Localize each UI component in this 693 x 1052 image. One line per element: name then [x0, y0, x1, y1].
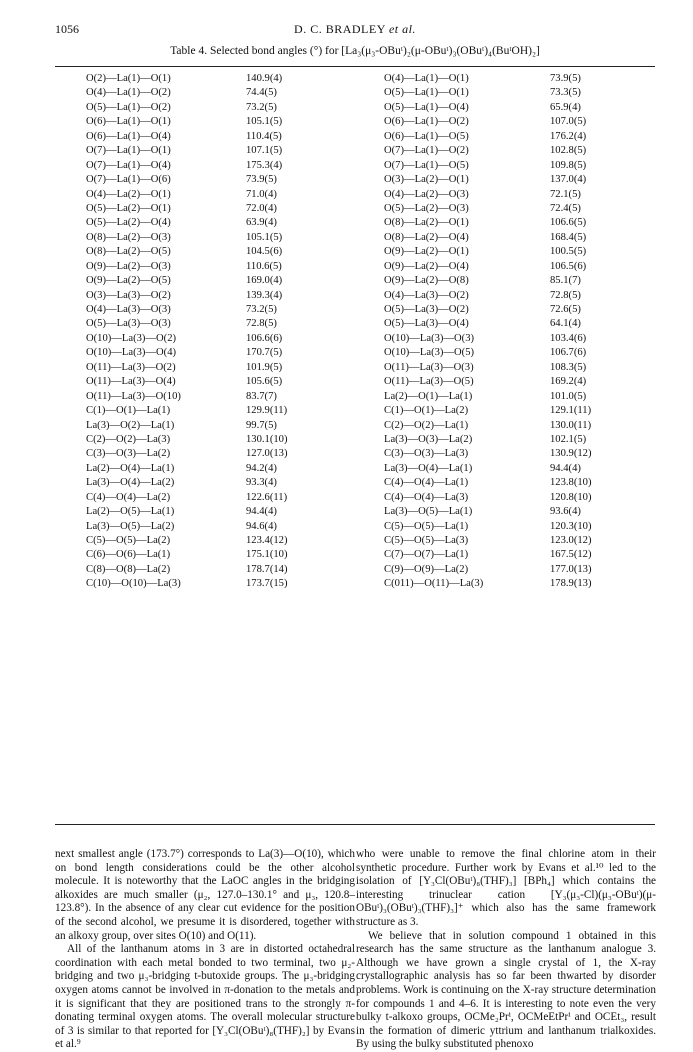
bond-angle-value: 130.9(12)	[550, 448, 592, 460]
bond-angle-value: 71.0(4)	[246, 188, 277, 200]
bond-angle-label: La(3)—O(2)—La(1)	[86, 419, 175, 431]
bond-angle-label: O(8)—La(2)—O(1)	[384, 217, 469, 229]
bond-angle-label: O(5)—La(2)—O(1)	[86, 202, 171, 214]
bond-angle-value: 109.8(5)	[550, 159, 587, 171]
bond-angle-label: C(4)—O(4)—La(2)	[86, 491, 171, 503]
bond-angle-value: 94.6(4)	[246, 520, 277, 532]
bond-angle-label: O(7)—La(1)—O(4)	[86, 159, 171, 171]
bond-angle-label: O(5)—La(2)—O(3)	[384, 202, 469, 214]
running-head	[55, 22, 655, 37]
bond-angle-label: La(2)—O(5)—La(1)	[86, 506, 175, 518]
bond-angle-value: 103.4(6)	[550, 332, 587, 344]
bond-angle-value: 107.0(5)	[550, 116, 587, 128]
bond-angle-value: 120.3(10)	[550, 520, 592, 532]
bond-angle-label: C(3)—O(3)—La(2)	[86, 448, 171, 460]
bond-angle-label: O(6)—La(1)—O(4)	[86, 130, 171, 142]
bond-angle-label: O(11)—La(3)—O(5)	[384, 376, 474, 388]
bond-angle-label: O(8)—La(2)—O(3)	[86, 231, 171, 243]
bond-angle-value: 123.4(12)	[246, 535, 288, 546]
bond-angle-value: 72.1(5)	[550, 188, 581, 200]
bond-angle-label: C(8)—O(8)—La(2)	[86, 563, 171, 575]
bond-angle-label: O(5)—La(3)—O(3)	[86, 318, 171, 330]
bond-angle-label: O(9)—La(2)—O(5)	[86, 275, 171, 287]
bond-angle-label: O(7)—La(1)—O(6)	[86, 174, 171, 186]
bond-angle-value: 139.3(4)	[246, 289, 283, 301]
bond-angle-label: O(5)—La(2)—O(4)	[86, 217, 171, 229]
bond-angle-label: O(7)—La(1)—O(1)	[86, 145, 171, 157]
bond-angle-value: 100.5(5)	[550, 246, 587, 258]
bond-angle-value: 170.7(5)	[246, 347, 283, 359]
table-bottom-rule	[55, 824, 655, 825]
body-paragraph: We believe that in solution compound 1 obtained in this research has the same structure as the lanthanum analogue 3. Although we have grown a single crystal of 1, the X-ray crystallographic analysis has so far been thwarted by disorder problems. Work is continuing on the X-ray structure determination for compounds 1 and 4–6. It is interesting to note even the very bulky t-alkoxo groups, OCMe₂Prⁱ, OCMeEtPrⁱ and OCEt₃, result in the formation of dimeric yttrium and lanthanum trialkoxides. By using the bulky substituted phenoxo	[356, 929, 656, 1051]
bond-angle-value: 73.3(5)	[550, 87, 581, 99]
bond-angle-value: 74.4(5)	[246, 87, 277, 99]
bond-angle-value: 173.7(15)	[246, 578, 288, 590]
bond-angle-label: C(4)—O(4)—La(1)	[384, 477, 469, 489]
bond-angle-label: O(4)—La(2)—O(1)	[86, 188, 171, 200]
bond-angle-value: 107.1(5)	[246, 145, 283, 157]
bond-angle-label: O(11)—La(3)—O(4)	[86, 376, 176, 388]
bond-angle-value: 123.0(12)	[550, 535, 592, 546]
bond-angle-label: O(9)—La(2)—O(8)	[384, 275, 469, 287]
bond-angle-value: 175.3(4)	[246, 159, 283, 171]
bond-angle-value: 93.3(4)	[246, 477, 277, 489]
bond-angle-value: 120.8(10)	[550, 491, 592, 503]
bond-angle-label: O(5)—La(3)—O(2)	[384, 304, 469, 315]
bond-angle-value: 178.9(13)	[550, 578, 592, 590]
bond-angle-label: O(8)—La(2)—O(5)	[86, 246, 171, 258]
bond-angle-label: O(10)—La(3)—O(4)	[86, 347, 177, 359]
bond-angle-value: 122.6(11)	[246, 491, 288, 503]
bond-angle-label: C(6)—O(6)—La(1)	[86, 549, 171, 561]
body-paragraph: next smallest angle (173.7°) corresponds to La(3)—O(10), which on bond length considerations could be the other alcohol molecule. It is noteworthy that the LaOC angles in the bridging alkoxides are much smaller (μ₂, 127.0–130.1° and μ₃, 120.8–123.8°). In the absence of any clear cut evidence for the position of the second alcohol, we presume it is disordered, together with an alkoxy group, over sites O(10) and O(11).	[55, 848, 355, 942]
bond-angle-label: La(3)—O(4)—La(2)	[86, 477, 175, 489]
body-right-column	[356, 848, 656, 1052]
bond-angle-value: 105.1(5)	[246, 116, 283, 128]
bond-angle-value: 72.8(5)	[246, 318, 277, 330]
bond-angle-value: 168.4(5)	[550, 231, 587, 243]
bond-angle-label: O(5)—La(1)—O(2)	[86, 101, 171, 113]
bond-angle-value: 123.8(10)	[550, 477, 592, 489]
bond-angle-label: O(6)—La(1)—O(1)	[86, 116, 171, 128]
bond-angle-value: 140.9(4)	[246, 73, 283, 84]
bond-angle-value: 167.5(12)	[550, 549, 592, 561]
bond-angle-label: O(4)—La(1)—O(1)	[384, 73, 469, 84]
bond-angle-label: C(1)—O(1)—La(1)	[86, 405, 171, 417]
bond-angle-value: 104.5(6)	[246, 246, 283, 258]
bond-angle-value: 101.0(5)	[550, 390, 587, 402]
bond-angle-value: 108.3(5)	[550, 361, 587, 373]
bond-angle-label: O(10)—La(3)—O(2)	[86, 332, 177, 344]
bond-angle-label: O(4)—La(3)—O(3)	[86, 304, 171, 315]
bond-angle-label: C(9)—O(9)—La(2)	[384, 563, 469, 575]
bond-angle-value: 105.1(5)	[246, 231, 283, 243]
bond-angle-value: 127.0(13)	[246, 448, 288, 460]
bond-angle-label: O(11)—La(3)—O(10)	[86, 390, 181, 402]
bond-angle-value: 72.8(5)	[550, 289, 581, 301]
bond-angle-label: La(2)—O(1)—La(1)	[384, 390, 473, 402]
bond-angle-label: La(3)—O(4)—La(1)	[384, 462, 473, 474]
bond-angle-value: 110.6(5)	[246, 260, 282, 272]
bond-angle-label: O(4)—La(2)—O(3)	[384, 188, 469, 200]
bond-angle-value: 102.1(5)	[550, 433, 587, 445]
bond-angle-label: O(11)—La(3)—O(3)	[384, 361, 474, 373]
bond-angle-value: 94.2(4)	[246, 462, 277, 474]
bond-angle-value: 169.2(4)	[550, 376, 587, 388]
bond-angle-value: 85.1(7)	[550, 275, 581, 287]
bond-angle-value: 73.9(5)	[246, 174, 277, 186]
bond-angle-label: O(4)—La(1)—O(2)	[86, 87, 171, 99]
bond-angle-label: O(4)—La(3)—O(2)	[384, 289, 469, 301]
bond-angle-value: 175.1(10)	[246, 549, 288, 561]
bond-angle-label: C(10)—O(10)—La(3)	[86, 578, 181, 590]
bond-angle-value: 106.6(6)	[246, 332, 283, 344]
bond-angle-value: 73.9(5)	[550, 73, 581, 84]
bond-angle-value: 106.7(6)	[550, 347, 587, 359]
bond-angle-label: C(1)—O(1)—La(2)	[384, 405, 469, 417]
bond-angle-value: 94.4(4)	[550, 462, 581, 474]
bond-angle-value: 106.5(6)	[550, 260, 587, 272]
bond-angle-label: C(7)—O(7)—La(1)	[384, 549, 469, 561]
bond-angle-value: 129.1(11)	[550, 405, 592, 417]
body-left-column	[55, 848, 355, 1052]
bond-angle-label: O(6)—La(1)—O(5)	[384, 130, 469, 142]
bond-angle-value: 130.0(11)	[550, 419, 592, 431]
bond-angle-label: O(2)—La(1)—O(1)	[86, 73, 171, 84]
bond-angle-value: 176.2(4)	[550, 130, 587, 142]
running-head-et-al: et al.	[388, 22, 416, 36]
bond-angle-label: La(3)—O(5)—La(1)	[384, 506, 473, 518]
table-top-rule	[55, 66, 655, 67]
bond-angle-value: 110.4(5)	[246, 130, 282, 142]
bond-angle-label: C(2)—O(2)—La(1)	[384, 419, 469, 431]
bond-angle-value: 137.0(4)	[550, 174, 587, 186]
bond-angle-label: O(8)—La(2)—O(4)	[384, 231, 469, 243]
bond-angle-label: C(5)—O(5)—La(1)	[384, 520, 469, 532]
bond-angle-label: O(9)—La(2)—O(3)	[86, 260, 171, 272]
bond-angle-label: C(4)—O(4)—La(3)	[384, 491, 469, 503]
bond-angle-value: 106.6(5)	[550, 217, 587, 229]
table-caption: Table 4. Selected bond angles (°) for [La₃(μ₃-OBuᵗ)₂(μ-OBuᵗ)₃(OBuᵗ)₄(BuᵗOH)₂]	[170, 45, 540, 57]
bond-angle-label: C(011)—O(11)—La(3)	[384, 578, 484, 590]
bond-angle-label: O(6)—La(1)—O(2)	[384, 116, 469, 128]
bond-angle-value: 73.2(5)	[246, 304, 277, 315]
body-paragraph: who were unable to remove the final chlorine atom in their synthetic procedure. Further work by Evans et al.¹⁰ led to the isolation of [Y₃Cl(OBuᵗ)₈(THF)₃] [BPh₄] which contains the interesting trinuclear cation [Y₃(μ₃-Cl)(μ₃-OBuᵗ)(μ-OBuᵗ)₃(OBuᵗ)₃(THF)₃]⁺ which also has the same framework structure as 3.	[356, 848, 656, 928]
bond-angle-value: 105.6(5)	[246, 376, 283, 388]
page-header	[55, 22, 655, 38]
bond-angle-label: O(7)—La(1)—O(5)	[384, 159, 469, 171]
bond-angle-label: O(5)—La(1)—O(4)	[384, 101, 469, 113]
bond-angle-value: 64.1(4)	[550, 318, 581, 330]
bond-angle-label: O(7)—La(1)—O(2)	[384, 145, 469, 157]
bond-angle-label: O(10)—La(3)—O(3)	[384, 332, 475, 344]
bond-angle-value: 63.9(4)	[246, 217, 277, 229]
bond-angle-value: 177.0(13)	[550, 563, 592, 575]
bond-angle-label: O(10)—La(3)—O(5)	[384, 347, 475, 359]
bond-angle-label: La(3)—O(5)—La(2)	[86, 520, 175, 532]
bond-angle-value: 129.9(11)	[246, 405, 288, 417]
bond-angle-value: 93.6(4)	[550, 506, 581, 518]
bond-angle-value: 130.1(10)	[246, 433, 288, 445]
body-paragraph: All of the lanthanum atoms in 3 are in distorted octahedral coordination with each metal bonded to two terminal, two μ₂-bridging and two μ₃-bridging t-butoxide groups. The μ₃-bridging oxygen atoms cannot be involved in π-donation to the metals and it is significant that they are positioned trans to the strongly π-donating terminal oxygen atoms. The overall molecular structure of 3 is similar to that reported for [Y₃Cl(OBuᵗ)₈(THF)₂] by Evans et al.⁹	[55, 943, 355, 1051]
bond-angle-label: C(2)—O(2)—La(3)	[86, 433, 171, 445]
bond-angle-value: 72.4(5)	[550, 202, 581, 214]
bond-angle-value: 99.7(5)	[246, 419, 277, 431]
bond-angle-value: 73.2(5)	[246, 101, 277, 113]
bond-angle-value: 178.7(14)	[246, 563, 288, 575]
bond-angle-value: 169.0(4)	[246, 275, 283, 287]
bond-angle-label: La(2)—O(4)—La(1)	[86, 462, 175, 474]
bond-angle-label: O(11)—La(3)—O(2)	[86, 361, 176, 373]
bond-angle-value: 65.9(4)	[550, 101, 581, 113]
bond-angle-value: 94.4(4)	[246, 506, 277, 518]
bond-angle-label: O(3)—La(2)—O(1)	[384, 174, 469, 186]
bond-angle-value: 72.0(4)	[246, 202, 277, 214]
bond-angle-label: C(5)—O(5)—La(2)	[86, 535, 171, 546]
bond-angle-label: O(3)—La(3)—O(2)	[86, 289, 171, 301]
bond-angle-value: 83.7(7)	[246, 390, 277, 402]
bond-angle-value: 101.9(5)	[246, 361, 283, 373]
bond-angle-label: C(3)—O(3)—La(3)	[384, 448, 469, 460]
running-head-authors: D. C. BRADLEY	[294, 22, 386, 36]
bond-angle-value: 102.8(5)	[550, 145, 587, 157]
bond-angle-label: La(3)—O(3)—La(2)	[384, 433, 473, 445]
bond-angle-value: 72.6(5)	[550, 304, 581, 315]
bond-angle-label: O(5)—La(3)—O(4)	[384, 318, 469, 330]
page-number: 1056	[55, 22, 79, 36]
bond-angle-label: O(9)—La(2)—O(4)	[384, 260, 469, 272]
bond-angle-label: O(5)—La(1)—O(1)	[384, 87, 469, 99]
bond-angle-label: O(9)—La(2)—O(1)	[384, 246, 469, 258]
bond-angle-label: C(5)—O(5)—La(3)	[384, 535, 469, 546]
